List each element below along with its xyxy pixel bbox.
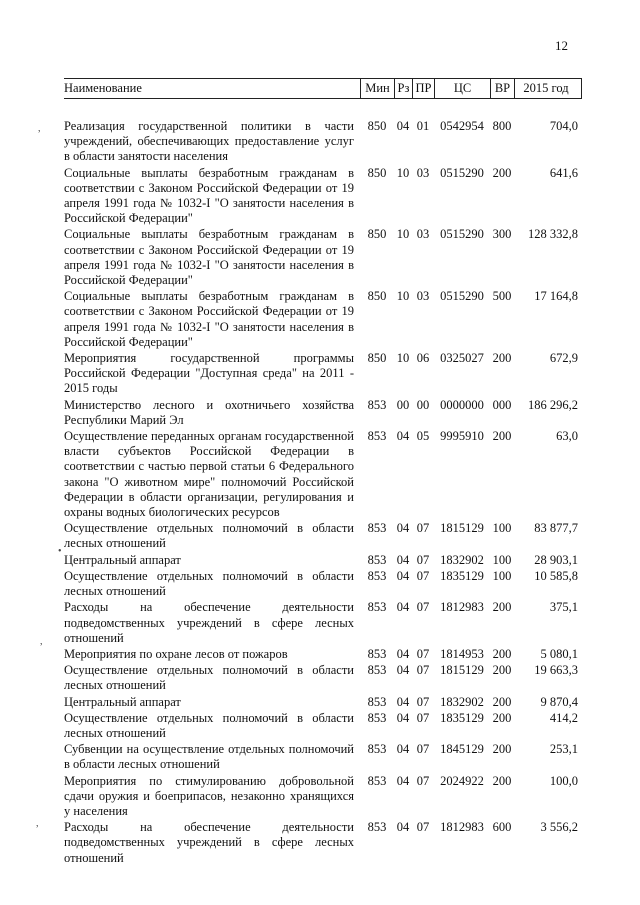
table-row [64,820,582,866]
cell-vr: 200 [492,663,512,678]
table-row [64,600,582,646]
cell-sum: 414,2 [549,710,578,725]
cell-vr: 200 [492,429,512,444]
cell-cs: 1812983 [440,820,484,835]
cell-cs: 1832902 [440,552,484,567]
table-row [64,553,582,568]
table-row [64,569,582,599]
cell-rz: 04 [396,663,410,678]
cell-min: 853 [367,568,387,583]
cell-sum: 128 332,8 [528,227,578,242]
cell-rz: 04 [396,694,410,709]
cell-min: 853 [367,694,387,709]
cell-pr: 07 [416,710,430,725]
cell-name: Министерство лесного и охотничьего хозяйства Республики Марий Эл [64,397,354,427]
cell-min: 850 [367,351,387,366]
cell-min: 850 [367,227,387,242]
cell-rz: 04 [396,710,410,725]
budget-table [64,78,582,867]
cell-rz: 04 [396,429,410,444]
cell-min: 853 [367,710,387,725]
cell-name: Расходы на обеспечение деятельности подведомственных учреждений в сфере лесных отношений [64,600,354,645]
cell-cs: 1815129 [440,521,484,536]
cell-sum: 100,0 [549,773,578,788]
table-row [64,398,582,428]
cell-cs: 1832902 [440,694,484,709]
header-sum: 2015 год [514,79,582,98]
cell-sum: 63,0 [556,429,578,444]
cell-pr: 07 [416,600,430,615]
cell-pr: 07 [416,521,430,536]
cell-rz: 04 [396,600,410,615]
cell-vr: 200 [492,710,512,725]
table-row [64,711,582,741]
cell-sum: 19 663,3 [534,663,578,678]
cell-sum: 672,9 [549,351,578,366]
cell-pr: 03 [416,227,430,242]
cell-name: Осуществление отдельных полномочий в области лесных отношений [64,663,354,693]
cell-cs: 0000000 [440,397,484,412]
cell-name: Мероприятия по стимулированию добровольной сдачи оружия и боеприпасов, незаконно хранящихся у населения [64,773,354,818]
cell-vr: 300 [492,227,512,242]
table-row [64,429,582,520]
cell-pr: 05 [416,429,430,444]
cell-name: Социальные выплаты безработным гражданам в соответствии с Законом Российской Федерации от 19 апреля 1991 года № 1032-I "О занятости населения в Российской Федерации" [64,165,354,226]
cell-vr: 200 [492,600,512,615]
cell-sum: 9 870,4 [540,694,578,709]
cell-pr: 07 [416,552,430,567]
cell-sum: 28 903,1 [534,552,578,567]
cell-vr: 500 [492,289,512,304]
cell-rz: 10 [396,165,410,180]
cell-min: 853 [367,646,387,661]
cell-pr: 06 [416,351,430,366]
cell-cs: 1815129 [440,663,484,678]
cell-rz: 04 [396,773,410,788]
cell-name: Осуществление отдельных полномочий в области лесных отношений [64,710,354,740]
cell-rz: 04 [396,646,410,661]
cell-sum: 704,0 [549,119,578,133]
cell-rz: 04 [396,521,410,536]
cell-min: 853 [367,397,387,412]
cell-name: Субвенции на осуществление отдельных полномочий в области лесных отношений [64,742,354,772]
margin-dot-mark: • [58,546,62,557]
cell-pr: 07 [416,568,430,583]
cell-sum: 375,1 [549,600,578,615]
cell-vr: 200 [492,165,512,180]
cell-cs: 0542954 [440,119,484,133]
cell-rz: 04 [396,568,410,583]
cell-sum: 10 585,8 [534,568,578,583]
header-cs: ЦС [434,79,490,98]
cell-vr: 200 [492,646,512,661]
cell-sum: 17 164,8 [534,289,578,304]
cell-sum: 3 556,2 [540,820,578,835]
cell-pr: 07 [416,694,430,709]
cell-min: 850 [367,119,387,133]
cell-min: 853 [367,521,387,536]
cell-cs: 1812983 [440,600,484,615]
cell-name: Социальные выплаты безработным гражданам в соответствии с Законом Российской Федерации от 19 апреля 1991 года № 1032-I "О занятости населения в Российской Федерации" [64,227,354,288]
table-row [64,695,582,710]
cell-min: 850 [367,289,387,304]
table-body [64,119,582,866]
cell-name: Осуществление отдельных полномочий в области лесных отношений [64,521,354,551]
cell-min: 853 [367,663,387,678]
cell-pr: 07 [416,773,430,788]
cell-vr: 800 [492,119,512,133]
cell-vr: 100 [492,521,512,536]
cell-min: 853 [367,820,387,835]
cell-name: Мероприятия по охране лесов от пожаров [64,646,288,661]
cell-name: Расходы на обеспечение деятельности подведомственных учреждений в сфере лесных отношений [64,820,354,865]
table-header-row [64,78,582,99]
header-pr: ПР [412,79,434,98]
header-min: Мин [360,79,394,98]
cell-rz: 10 [396,227,410,242]
cell-cs: 0515290 [440,227,484,242]
cell-sum: 253,1 [549,742,578,757]
table-row [64,521,582,551]
cell-sum: 83 877,7 [534,521,578,536]
cell-sum: 641,6 [549,165,578,180]
cell-pr: 07 [416,820,430,835]
cell-name: Центральный аппарат [64,552,181,567]
cell-vr: 100 [492,568,512,583]
cell-pr: 03 [416,289,430,304]
cell-name: Осуществление отдельных полномочий в области лесных отношений [64,568,354,599]
cell-vr: 600 [492,820,512,835]
table-row [64,663,582,693]
cell-min: 853 [367,552,387,567]
cell-min: 853 [367,429,387,444]
cell-pr: 01 [416,119,430,133]
cell-sum: 5 080,1 [540,646,578,661]
cell-vr: 100 [492,552,512,567]
table-row [64,647,582,662]
cell-vr: 200 [492,694,512,709]
margin-tick-mark: , [40,636,43,647]
cell-name: Мероприятия государственной программы Российской Федерации "Доступная среда" на 2011 - 2015 годы [64,351,354,396]
cell-name: Центральный аппарат [64,694,181,709]
cell-cs: 1835129 [440,568,484,583]
cell-min: 853 [367,600,387,615]
cell-name: Реализация государственной политики в части учреждений, обеспечивающих предоставление услуг в области занятости населения [64,119,354,164]
cell-cs: 0515290 [440,165,484,180]
cell-cs: 0325027 [440,351,484,366]
table-row [64,351,582,397]
cell-pr: 00 [416,397,430,412]
cell-vr: 200 [492,742,512,757]
table-row [64,119,582,165]
cell-pr: 07 [416,663,430,678]
header-rz: Рз [394,79,412,98]
cell-min: 853 [367,742,387,757]
cell-vr: 200 [492,773,512,788]
cell-rz: 04 [396,552,410,567]
cell-pr: 07 [416,646,430,661]
table-row [64,742,582,772]
cell-rz: 10 [396,289,410,304]
cell-rz: 04 [396,119,410,133]
table-row [64,289,582,350]
cell-cs: 9995910 [440,429,484,444]
margin-tick-mark: , [36,818,39,829]
cell-rz: 00 [396,397,410,412]
cell-cs: 0515290 [440,289,484,304]
cell-sum: 186 296,2 [528,397,578,412]
cell-name: Социальные выплаты безработным гражданам в соответствии с Законом Российской Федерации от 19 апреля 1991 года № 1032-I "О занятости населения в Российской Федерации" [64,289,354,349]
cell-cs: 1845129 [440,742,484,757]
margin-tick-mark: , [38,123,41,134]
cell-rz: 10 [396,351,410,366]
cell-min: 850 [367,165,387,180]
cell-cs: 2024922 [440,773,484,788]
cell-vr: 200 [492,351,512,366]
cell-rz: 04 [396,820,410,835]
cell-cs: 1835129 [440,710,484,725]
page-number: 12 [555,38,568,53]
cell-name: Осуществление переданных органам государственной власти субъектов Российской Федерации в соответствии с частью первой статьи 6 Федерального закона "О животном мире" полномочий Российской Федерации в области организации, регулирования и охраны водных биологических ресурсов [64,429,354,520]
cell-pr: 03 [416,165,430,180]
table-row [64,774,582,820]
cell-min: 853 [367,773,387,788]
cell-pr: 07 [416,742,430,757]
cell-cs: 1814953 [440,646,484,661]
cell-vr: 000 [492,397,512,412]
cell-rz: 04 [396,742,410,757]
header-name: Наименование [64,81,142,95]
table-row [64,166,582,227]
table-row [64,227,582,288]
header-vr: ВР [490,79,514,98]
